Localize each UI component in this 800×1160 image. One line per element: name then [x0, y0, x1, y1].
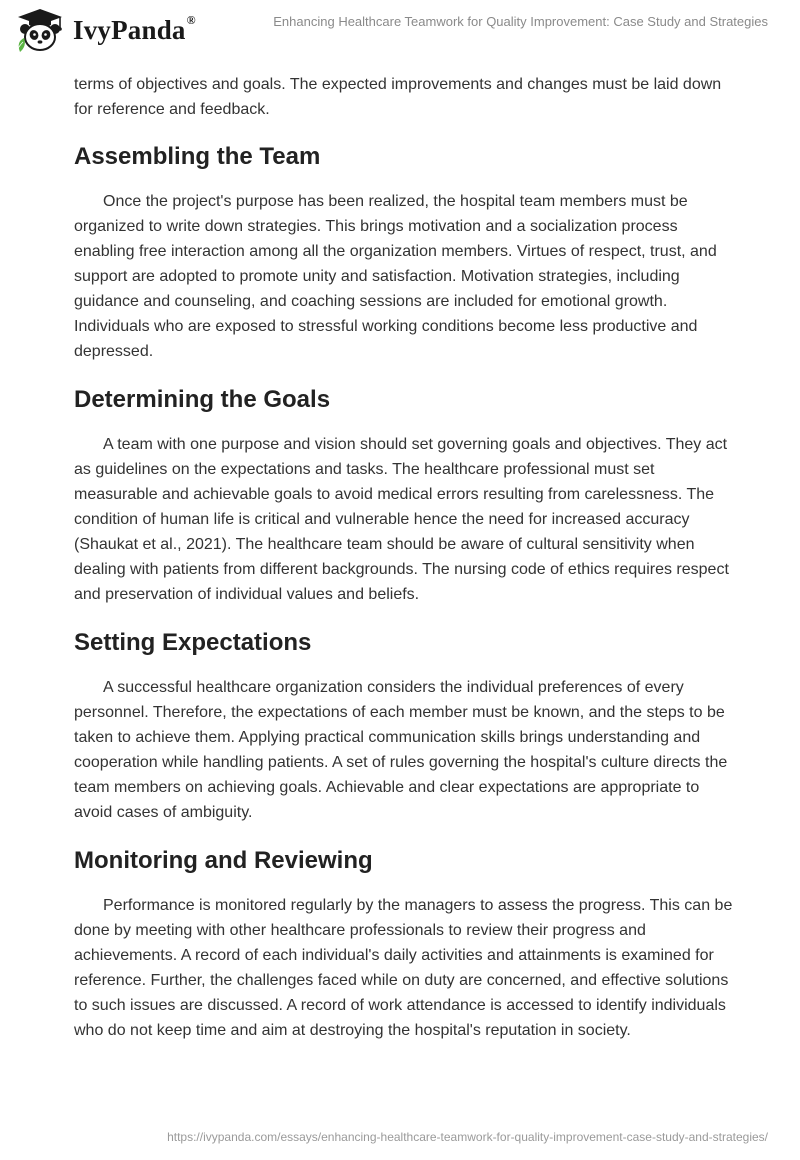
- essay-body: [74, 70, 734, 1043]
- brand-name: IvyPanda®: [73, 12, 196, 45]
- section-paragraph-expectations: A successful healthcare organization considers the individual preferences of every personnel. Therefore, the expectations of each member must be known, and the steps to be taken to achieve them. Applying practical communication skills brings understanding and cooperation while handling patients. A set of rules governing the hospital's culture directs the team members on achieving goals. Achievable and clear expectations are appropriate to avoid cases of ambiguity.: [74, 679, 728, 821]
- section-paragraph-goals: A team with one purpose and vision should set governing goals and objectives. They act as guidelines on the expectations and tasks. The healthcare professional must set measurable and achievable goals to avoid medical errors resulting from carelessness. The condition of human life is critical and vulnerable hence the need for increased accuracy (Shaukat et al., 2021). The healthcare team should be aware of cultural sensitivity when dealing with patients from different backgrounds. The nursing code of ethics requires respect and preservation of individual values and beliefs.: [74, 436, 729, 603]
- section-heading-assembling: Assembling the Team: [74, 143, 321, 170]
- document-title: Enhancing Healthcare Teamwork for Quality Improvement: Case Study and Strategies: [273, 14, 768, 29]
- section-heading-expectations: Setting Expectations: [74, 629, 312, 656]
- section-heading-goals: Determining the Goals: [74, 386, 331, 413]
- panda-graduate-icon: [14, 8, 66, 52]
- ivypanda-logo[interactable]: [14, 8, 196, 52]
- section-paragraph-monitoring: Performance is monitored regularly by the managers to assess the progress. This can be done by meeting with other healthcare professionals to review their progress and achievements. A record of each individual's daily activities and attainments is examined for reference. Further, the challenges faced while on duty are concerned, and effective solutions to such issues are discussed. A record of work attendance is accessed to identify individuals who do not keep time and aim at destroying the hospital's reputation in society.: [74, 897, 733, 1039]
- section-heading-monitoring: Monitoring and Reviewing: [74, 847, 373, 874]
- source-url[interactable]: https://ivypanda.com/essays/enhancing-healthcare-teamwork-for-quality-improvement-case-study-and-strategies/: [167, 1130, 768, 1144]
- intro-paragraph: terms of objectives and goals. The expected improvements and changes must be laid down for reference and feedback.: [74, 76, 722, 118]
- section-paragraph-assembling: Once the project's purpose has been realized, the hospital team members must be organized to write down strategies. This brings motivation and a socialization process enabling free interaction among all the organization members. Virtues of respect, trust, and support are adopted to promote unity and satisfaction. Motivation strategies, including guidance and counseling, and coaching sessions are included for emotional growth. Individuals who are exposed to stressful working conditions become less productive and depressed.: [74, 193, 717, 360]
- page-header: [0, 0, 800, 70]
